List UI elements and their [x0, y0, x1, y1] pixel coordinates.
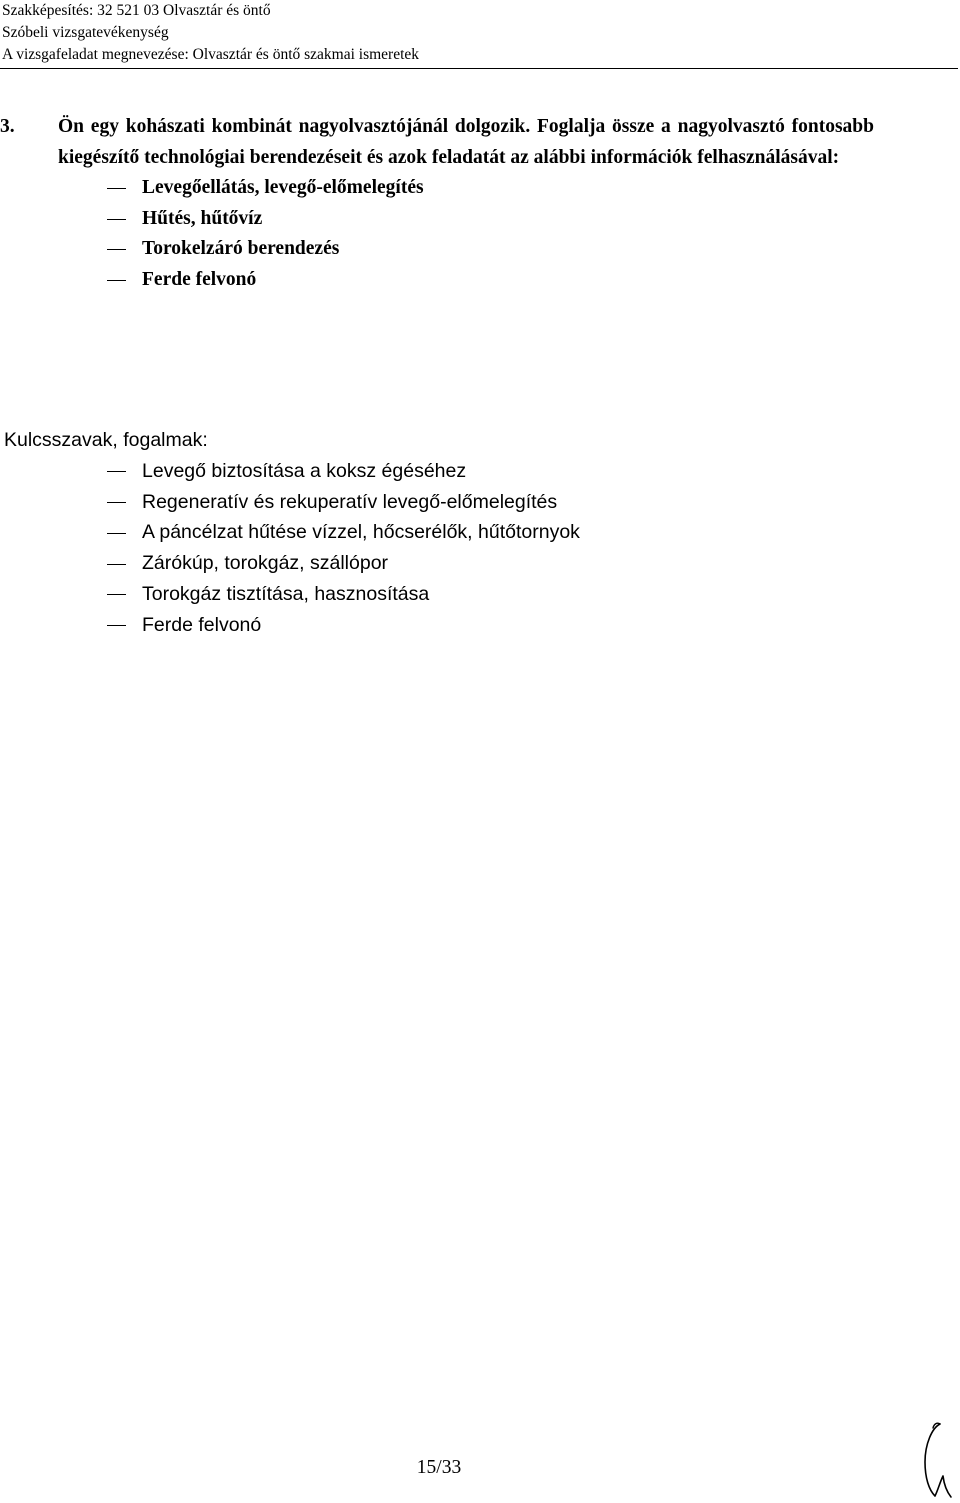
- dash-bullet-icon: [107, 502, 126, 503]
- keywords-title: Kulcsszavak, fogalmak:: [4, 429, 208, 451]
- keyword-item-text: A páncélzat hűtése vízzel, hőcserélők, hűtőtornyok: [142, 521, 580, 544]
- question-item: [0, 265, 874, 296]
- keyword-item: [0, 487, 900, 518]
- keyword-item: [0, 610, 900, 641]
- question-text: Ön egy kohászati kombinát nagyolvasztójánál dolgozik. Foglalja össze a nagyolvasztó fontosabb kiegészítő technológiai berendezéseit és azok feladatát az alábbi információk felhasználásával:: [58, 116, 874, 168]
- keyword-item: [0, 548, 900, 579]
- header-qualification: Szakképesítés: 32 521 03 Olvasztár és öntő: [2, 2, 271, 19]
- dash-bullet-icon: [107, 594, 126, 595]
- keyword-item-text: Torokgáz tisztítása, hasznosítása: [142, 582, 430, 605]
- question-item: [0, 173, 874, 204]
- keyword-list: [0, 456, 900, 641]
- keyword-item-text: Zárókúp, torokgáz, szállópor: [142, 552, 389, 575]
- header-task-name: A vizsgafeladat megnevezése: Olvasztár és öntő szakmai ismeretek: [2, 46, 420, 63]
- question-item-text: Torokelzáró berendezés: [142, 238, 340, 259]
- dash-bullet-icon: [107, 564, 126, 565]
- header-divider: [0, 68, 958, 69]
- keyword-item: [0, 517, 900, 548]
- keyword-item-text: Regeneratív és rekuperatív levegő-előmelegítés: [142, 490, 558, 513]
- signature-mark: [914, 1418, 954, 1500]
- keywords-block: [0, 425, 900, 641]
- question-item-list: [0, 173, 874, 295]
- question-item-text: Levegőellátás, levegő-előmelegítés: [142, 177, 424, 198]
- page-number: 15/33: [416, 1457, 462, 1478]
- keyword-item-text: Ferde felvonó: [142, 613, 262, 636]
- question-item-text: Ferde felvonó: [142, 268, 257, 290]
- dash-bullet-icon: [107, 625, 126, 626]
- header-exam-type: Szóbeli vizsgatevékenység: [2, 24, 169, 41]
- dash-bullet-icon: [107, 471, 126, 472]
- keyword-item: [0, 579, 900, 610]
- dash-bullet-icon: [107, 219, 126, 220]
- question-item-text: Hűtés, hűtővíz: [142, 207, 263, 229]
- dash-bullet-icon: [107, 249, 126, 250]
- dash-bullet-icon: [107, 280, 126, 281]
- question-item: [0, 234, 874, 265]
- question-block: [0, 112, 874, 295]
- document-header: [2, 0, 942, 66]
- question-number: 3.: [0, 116, 15, 137]
- keyword-item-text: Levegő biztosítása a koksz égéséhez: [142, 459, 467, 482]
- keyword-item: [0, 456, 900, 487]
- dash-bullet-icon: [107, 533, 126, 534]
- dash-bullet-icon: [107, 188, 126, 189]
- question-paragraph: [0, 112, 874, 173]
- question-item: [0, 204, 874, 235]
